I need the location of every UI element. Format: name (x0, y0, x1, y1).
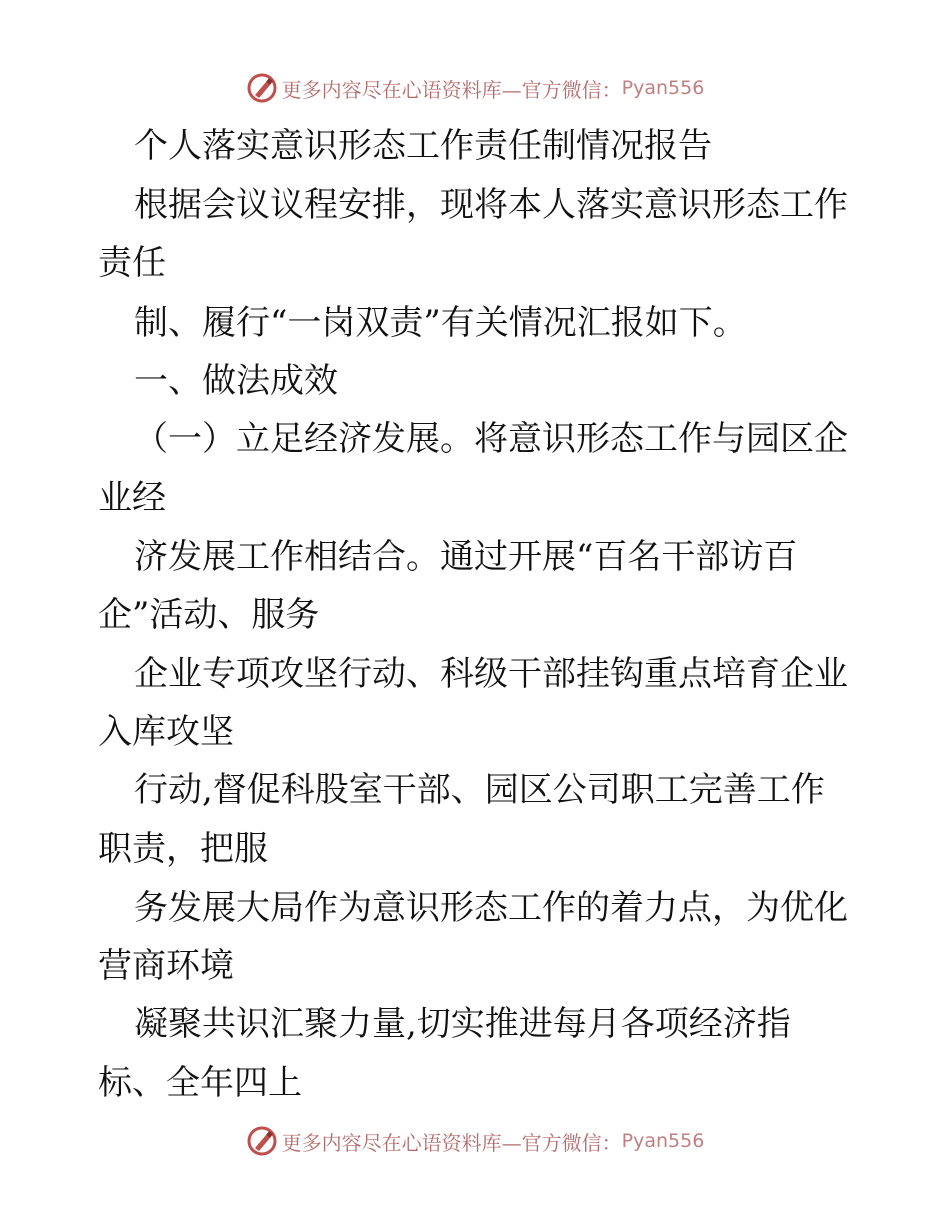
watermark-text: 更多内容尽在心语资料库—官方微信： (281, 77, 622, 102)
paragraph-line: 入库攻坚 (98, 712, 234, 752)
paragraph-line: 营商环境 (98, 946, 234, 986)
footer-watermark (0, 1125, 950, 1157)
paragraph-line: 企业专项攻坚行动、科级干部挂钩重点培育企业 (134, 654, 848, 694)
subsection-heading: （一）立足经济发展。将意识形态工作与园区企 (134, 419, 848, 459)
document-title: 个人落实意识形态工作责任制情况报告 (134, 126, 712, 166)
paragraph-line: 职责，把服 (98, 829, 268, 869)
section-heading: 一、做法成效 (134, 361, 338, 401)
watermark-id: Pyan556 (621, 1130, 705, 1152)
watermark-text: 更多内容尽在心语资料库—官方微信： (281, 1130, 622, 1155)
paragraph-line: 行动,督促科股室干部、园区公司职工完善工作 (134, 770, 825, 810)
paragraph-line: 务发展大局作为意识形态工作的着力点，为优化 (134, 888, 848, 928)
paragraph-line: 标、全年四上 (98, 1063, 302, 1103)
paragraph-line: 业经 (98, 478, 166, 518)
paragraph-line: 责任 (98, 243, 166, 283)
paragraph-line: 制、履行“一岗双责”有关情况汇报如下。 (134, 303, 747, 343)
paragraph-line: 企”活动、服务 (98, 595, 320, 635)
watermark-id: Pyan556 (621, 77, 705, 99)
pen-circle-logo-icon (246, 72, 278, 104)
paragraph-line: 根据会议议程安排，现将本人落实意识形态工作 (134, 185, 848, 225)
pen-circle-logo-icon (246, 1125, 278, 1157)
header-watermark (0, 72, 950, 104)
paragraph-line: 济发展工作相结合。通过开展“百名干部访百 (134, 537, 798, 577)
paragraph-line: 凝聚共识汇聚力量,切实推进每月各项经济指 (134, 1004, 791, 1044)
